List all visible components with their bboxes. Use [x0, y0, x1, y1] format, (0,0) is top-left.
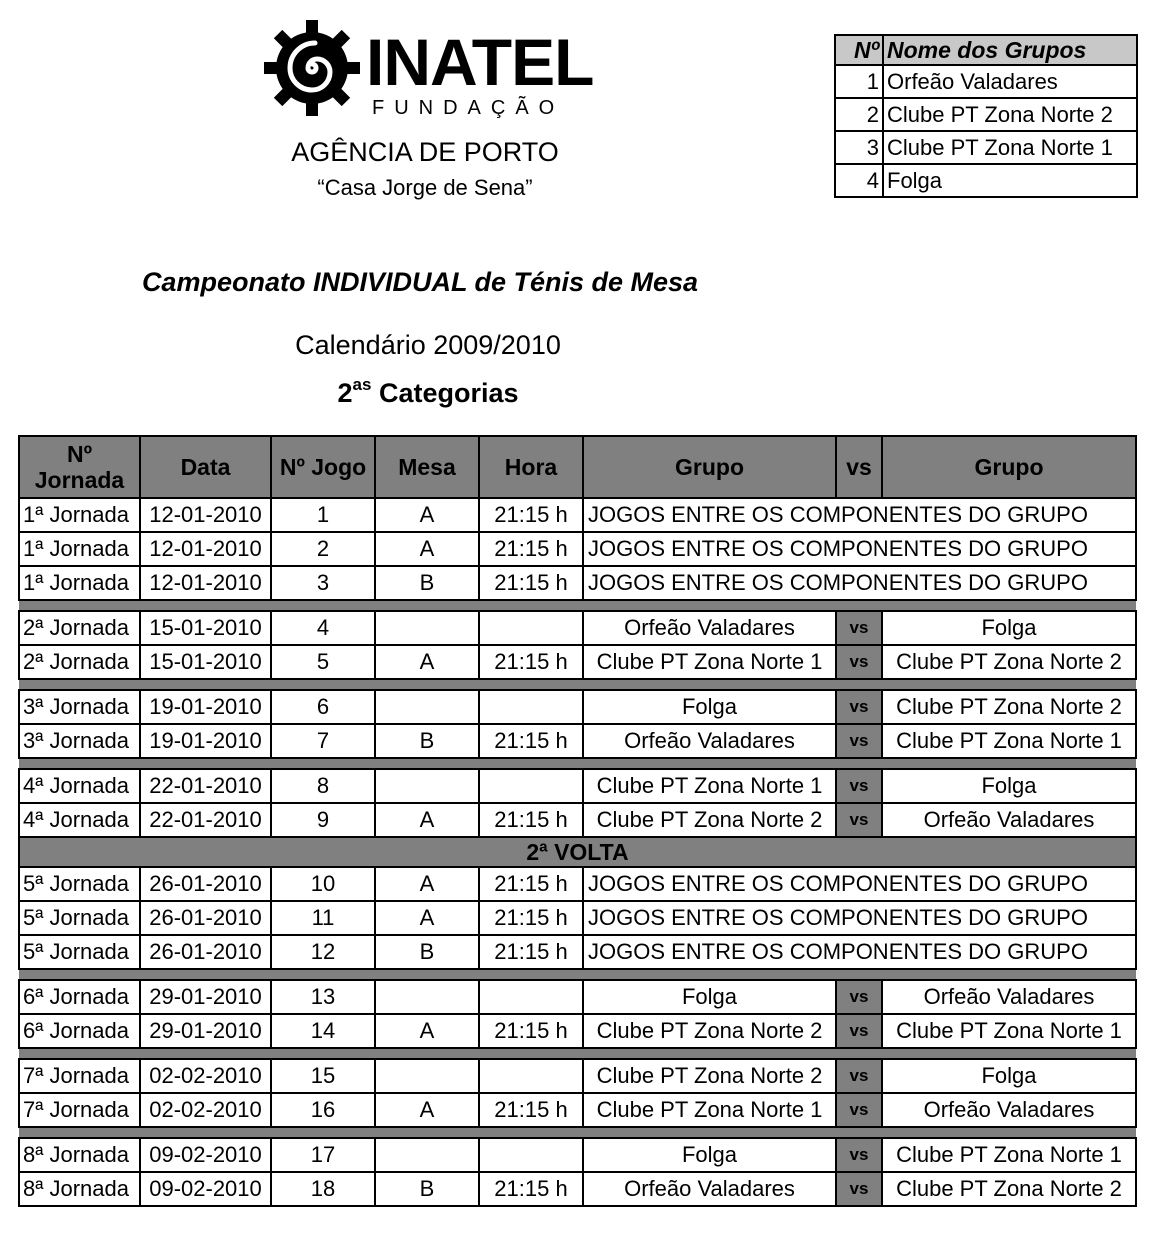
- internal-games-cell: JOGOS ENTRE OS COMPONENTES DO GRUPO: [583, 532, 1136, 566]
- table-cell: B: [375, 724, 479, 758]
- group-1-cell: Clube PT Zona Norte 1: [583, 645, 836, 679]
- round-separator-cell: [19, 969, 1136, 980]
- second-leg-row: [19, 837, 1136, 867]
- jornada-cell: 5ª Jornada: [19, 867, 140, 901]
- group-row: [835, 98, 1137, 131]
- vs-cell: vs: [836, 1014, 882, 1048]
- jornada-cell: 3ª Jornada: [19, 690, 140, 724]
- jornada-cell: 6ª Jornada: [19, 1014, 140, 1048]
- jornada-cell: 4ª Jornada: [19, 803, 140, 837]
- group-2-cell: Clube PT Zona Norte 2: [882, 1172, 1136, 1206]
- second-leg-label: 2ª VOLTA: [19, 837, 1136, 867]
- group-1-cell: Orfeão Valadares: [583, 611, 836, 645]
- jornada-cell: 6ª Jornada: [19, 980, 140, 1014]
- category-title: [228, 368, 628, 412]
- group-1-cell: Clube PT Zona Norte 2: [583, 1059, 836, 1093]
- vs-cell: vs: [836, 645, 882, 679]
- time-cell: [479, 690, 583, 724]
- time-cell: 21:15 h: [479, 1014, 583, 1048]
- group-1-cell: Folga: [583, 980, 836, 1014]
- jornada-cell: 7ª Jornada: [19, 1059, 140, 1093]
- jornada-cell: 8ª Jornada: [19, 1172, 140, 1206]
- game-number-cell: 6: [271, 690, 375, 724]
- table-cell: A: [375, 867, 479, 901]
- group-2-cell: Folga: [882, 769, 1136, 803]
- time-cell: 21:15 h: [479, 724, 583, 758]
- round-separator: [19, 679, 1136, 690]
- col-grupo-2: Grupo: [882, 436, 1136, 498]
- group-number: 4: [835, 164, 883, 197]
- time-cell: 21:15 h: [479, 498, 583, 532]
- group-1-cell: Clube PT Zona Norte 1: [583, 769, 836, 803]
- date-cell: 02-02-2010: [140, 1059, 271, 1093]
- vs-cell: vs: [836, 724, 882, 758]
- schedule-table: [18, 435, 1137, 1207]
- jornada-cell: 2ª Jornada: [19, 611, 140, 645]
- table-cell: A: [375, 645, 479, 679]
- jornada-cell: 2ª Jornada: [19, 645, 140, 679]
- championship-title: Campeonato INDIVIDUAL de Ténis de Mesa: [141, 267, 699, 297]
- time-cell: [479, 1059, 583, 1093]
- vs-cell: vs: [836, 1059, 882, 1093]
- match-row: [19, 901, 1136, 935]
- round-separator: [19, 969, 1136, 980]
- game-number-cell: 15: [271, 1059, 375, 1093]
- time-cell: 21:15 h: [479, 645, 583, 679]
- group-1-cell: Clube PT Zona Norte 2: [583, 1014, 836, 1048]
- group-2-cell: Clube PT Zona Norte 2: [882, 690, 1136, 724]
- schedule-header-row: [19, 436, 1136, 498]
- group-2-cell: Clube PT Zona Norte 1: [882, 1014, 1136, 1048]
- date-cell: 22-01-2010: [140, 803, 271, 837]
- time-cell: 21:15 h: [479, 803, 583, 837]
- time-cell: 21:15 h: [479, 935, 583, 969]
- game-number-cell: 5: [271, 645, 375, 679]
- internal-games-cell: JOGOS ENTRE OS COMPONENTES DO GRUPO: [583, 867, 1136, 901]
- group-1-cell: Folga: [583, 1138, 836, 1172]
- table-cell: A: [375, 498, 479, 532]
- date-cell: 19-01-2010: [140, 690, 271, 724]
- logo-wordmark: INATEL: [366, 25, 594, 99]
- group-name: Clube PT Zona Norte 1: [883, 131, 1137, 164]
- date-cell: 22-01-2010: [140, 769, 271, 803]
- date-cell: 15-01-2010: [140, 645, 271, 679]
- group-2-cell: Clube PT Zona Norte 1: [882, 1138, 1136, 1172]
- time-cell: 21:15 h: [479, 867, 583, 901]
- group-1-cell: Orfeão Valadares: [583, 1172, 836, 1206]
- match-row: [19, 803, 1136, 837]
- round-separator: [19, 1127, 1136, 1138]
- time-cell: 21:15 h: [479, 1093, 583, 1127]
- jornada-cell: 7ª Jornada: [19, 1093, 140, 1127]
- match-row: [19, 1172, 1136, 1206]
- group-number: 3: [835, 131, 883, 164]
- jornada-cell: 8ª Jornada: [19, 1138, 140, 1172]
- game-number-cell: 18: [271, 1172, 375, 1206]
- table-cell: [375, 1138, 479, 1172]
- match-row: [19, 867, 1136, 901]
- col-mesa: Mesa: [375, 436, 479, 498]
- date-cell: 26-01-2010: [140, 901, 271, 935]
- date-cell: 12-01-2010: [140, 566, 271, 600]
- group-number: 1: [835, 65, 883, 98]
- match-row: [19, 532, 1136, 566]
- internal-games-cell: JOGOS ENTRE OS COMPONENTES DO GRUPO: [583, 901, 1136, 935]
- date-cell: 15-01-2010: [140, 611, 271, 645]
- internal-games-cell: JOGOS ENTRE OS COMPONENTES DO GRUPO: [583, 935, 1136, 969]
- table-cell: A: [375, 532, 479, 566]
- table-cell: A: [375, 803, 479, 837]
- game-number-cell: 9: [271, 803, 375, 837]
- round-separator-cell: [19, 600, 1136, 611]
- jornada-cell: 3ª Jornada: [19, 724, 140, 758]
- group-1-cell: Folga: [583, 690, 836, 724]
- category-superscript: as: [352, 375, 372, 394]
- group-row: [835, 131, 1137, 164]
- table-cell: [375, 611, 479, 645]
- round-separator-cell: [19, 758, 1136, 769]
- table-cell: A: [375, 901, 479, 935]
- match-row: [19, 690, 1136, 724]
- internal-games-cell: JOGOS ENTRE OS COMPONENTES DO GRUPO: [583, 566, 1136, 600]
- match-row: [19, 724, 1136, 758]
- col-jogo: Nº Jogo: [271, 436, 375, 498]
- category-number: 2: [337, 378, 353, 408]
- vs-cell: vs: [836, 769, 882, 803]
- round-separator: [19, 600, 1136, 611]
- table-cell: B: [375, 566, 479, 600]
- jornada-cell: 5ª Jornada: [19, 935, 140, 969]
- match-row: [19, 1138, 1136, 1172]
- match-row: [19, 1059, 1136, 1093]
- date-cell: 26-01-2010: [140, 935, 271, 969]
- time-cell: 21:15 h: [479, 532, 583, 566]
- round-separator: [19, 1048, 1136, 1059]
- col-grupo-1: Grupo: [583, 436, 836, 498]
- internal-games-cell: JOGOS ENTRE OS COMPONENTES DO GRUPO: [583, 498, 1136, 532]
- group-2-cell: Folga: [882, 1059, 1136, 1093]
- table-cell: B: [375, 1172, 479, 1206]
- col-data: Data: [140, 436, 271, 498]
- inatel-spiral-gear-icon: [262, 18, 362, 118]
- logo-subtitle: FUNDAÇÃO: [372, 97, 565, 119]
- table-cell: [375, 769, 479, 803]
- match-row: [19, 566, 1136, 600]
- group-name: Orfeão Valadares: [883, 65, 1137, 98]
- groups-header-row: [835, 35, 1137, 65]
- jornada-cell: 1ª Jornada: [19, 532, 140, 566]
- date-cell: 02-02-2010: [140, 1093, 271, 1127]
- date-cell: 09-02-2010: [140, 1172, 271, 1206]
- agency-name: AGÊNCIA DE PORTO: [291, 137, 559, 167]
- group-name: Folga: [883, 164, 1137, 197]
- game-number-cell: 16: [271, 1093, 375, 1127]
- category-word: Categorias: [371, 378, 519, 408]
- col-vs: vs: [836, 436, 882, 498]
- game-number-cell: 7: [271, 724, 375, 758]
- group-1-cell: Clube PT Zona Norte 1: [583, 1093, 836, 1127]
- match-row: [19, 498, 1136, 532]
- time-cell: 21:15 h: [479, 1172, 583, 1206]
- round-separator-cell: [19, 1127, 1136, 1138]
- table-cell: A: [375, 1014, 479, 1048]
- match-row: [19, 935, 1136, 969]
- group-2-cell: Orfeão Valadares: [882, 1093, 1136, 1127]
- col-jornada: Nº Jornada: [19, 436, 140, 498]
- round-separator-cell: [19, 679, 1136, 690]
- table-cell: [375, 1059, 479, 1093]
- group-2-cell: Orfeão Valadares: [882, 980, 1136, 1014]
- groups-table: [834, 34, 1138, 198]
- vs-cell: vs: [836, 803, 882, 837]
- table-cell: [375, 980, 479, 1014]
- inatel-logo: [262, 18, 594, 122]
- jornada-cell: 1ª Jornada: [19, 566, 140, 600]
- calendar-title: Calendário 2009/2010: [295, 330, 561, 360]
- jornada-cell: 5ª Jornada: [19, 901, 140, 935]
- group-2-cell: Clube PT Zona Norte 2: [882, 645, 1136, 679]
- group-number: 2: [835, 98, 883, 131]
- game-number-cell: 14: [271, 1014, 375, 1048]
- vs-cell: vs: [836, 611, 882, 645]
- col-hora: Hora: [479, 436, 583, 498]
- game-number-cell: 1: [271, 498, 375, 532]
- round-separator-cell: [19, 1048, 1136, 1059]
- group-row: [835, 164, 1137, 197]
- group-2-cell: Orfeão Valadares: [882, 803, 1136, 837]
- time-cell: 21:15 h: [479, 566, 583, 600]
- date-cell: 29-01-2010: [140, 1014, 271, 1048]
- date-cell: 29-01-2010: [140, 980, 271, 1014]
- match-row: [19, 980, 1136, 1014]
- vs-cell: vs: [836, 1172, 882, 1206]
- match-row: [19, 769, 1136, 803]
- groups-col-name: Nome dos Grupos: [883, 35, 1137, 65]
- jornada-cell: 1ª Jornada: [19, 498, 140, 532]
- date-cell: 09-02-2010: [140, 1138, 271, 1172]
- table-cell: A: [375, 1093, 479, 1127]
- agency-house: “Casa Jorge de Sena”: [317, 175, 533, 200]
- date-cell: 26-01-2010: [140, 867, 271, 901]
- group-name: Clube PT Zona Norte 2: [883, 98, 1137, 131]
- table-cell: [375, 690, 479, 724]
- date-cell: 12-01-2010: [140, 498, 271, 532]
- group-2-cell: Clube PT Zona Norte 1: [882, 724, 1136, 758]
- group-1-cell: Orfeão Valadares: [583, 724, 836, 758]
- group-row: [835, 65, 1137, 98]
- groups-col-number: Nº: [835, 35, 883, 65]
- time-cell: [479, 769, 583, 803]
- vs-cell: vs: [836, 1138, 882, 1172]
- game-number-cell: 10: [271, 867, 375, 901]
- date-cell: 12-01-2010: [140, 532, 271, 566]
- game-number-cell: 4: [271, 611, 375, 645]
- match-row: [19, 611, 1136, 645]
- table-cell: B: [375, 935, 479, 969]
- game-number-cell: 17: [271, 1138, 375, 1172]
- vs-cell: vs: [836, 980, 882, 1014]
- group-2-cell: Folga: [882, 611, 1136, 645]
- game-number-cell: 11: [271, 901, 375, 935]
- time-cell: 21:15 h: [479, 901, 583, 935]
- jornada-cell: 4ª Jornada: [19, 769, 140, 803]
- time-cell: [479, 611, 583, 645]
- vs-cell: vs: [836, 690, 882, 724]
- game-number-cell: 12: [271, 935, 375, 969]
- match-row: [19, 645, 1136, 679]
- game-number-cell: 2: [271, 532, 375, 566]
- match-row: [19, 1093, 1136, 1127]
- group-1-cell: Clube PT Zona Norte 2: [583, 803, 836, 837]
- date-cell: 19-01-2010: [140, 724, 271, 758]
- game-number-cell: 13: [271, 980, 375, 1014]
- time-cell: [479, 980, 583, 1014]
- round-separator: [19, 758, 1136, 769]
- match-row: [19, 1014, 1136, 1048]
- schedule-body: [19, 498, 1136, 1206]
- game-number-cell: 8: [271, 769, 375, 803]
- time-cell: [479, 1138, 583, 1172]
- vs-cell: vs: [836, 1093, 882, 1127]
- game-number-cell: 3: [271, 566, 375, 600]
